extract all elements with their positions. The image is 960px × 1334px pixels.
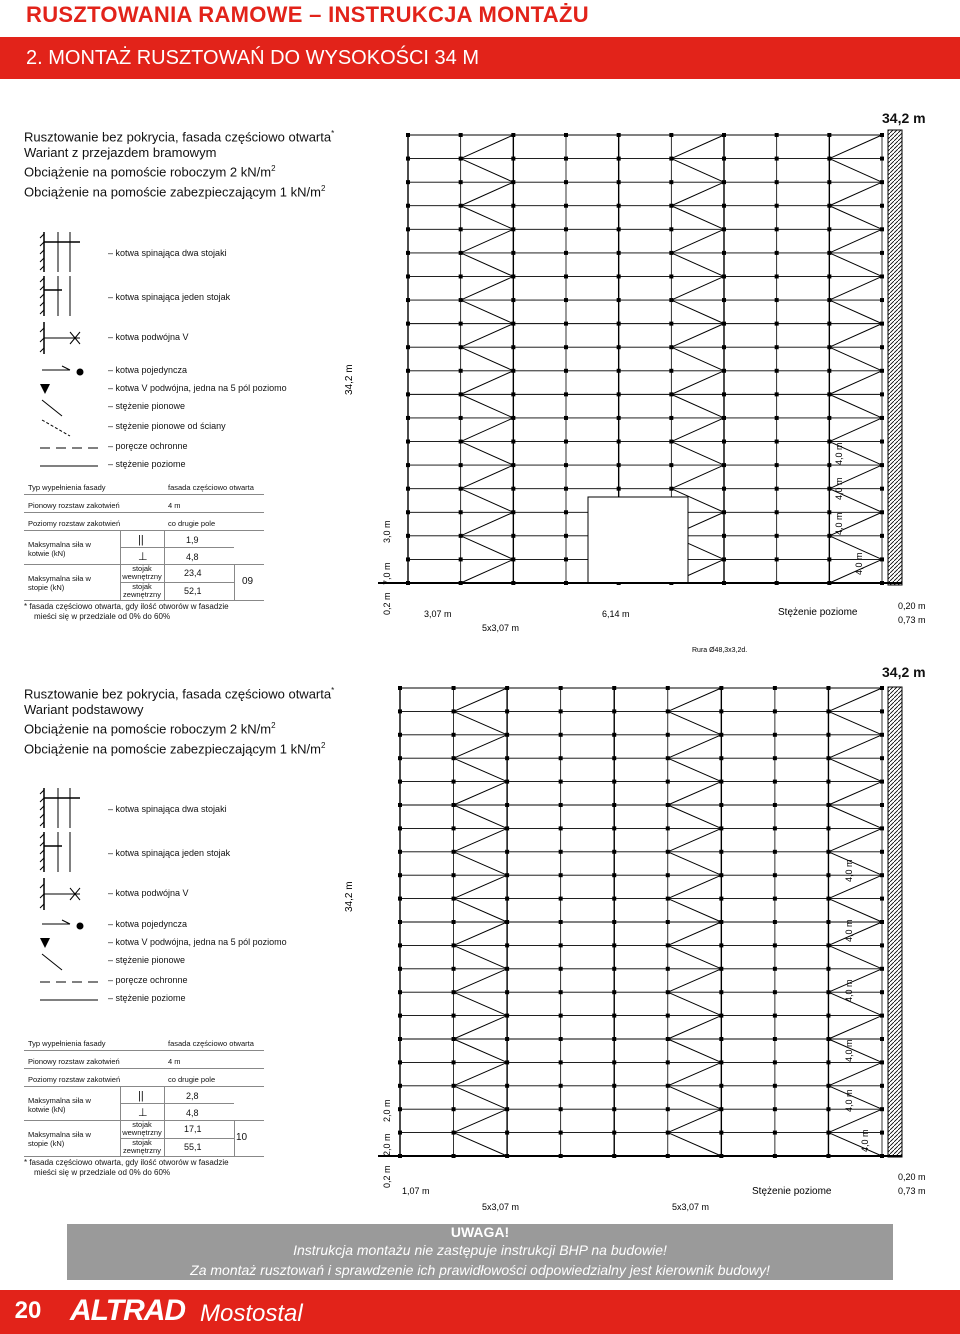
scaffold-drawing-1 — [344, 125, 952, 655]
dim-label: 4,0 m — [860, 1129, 870, 1152]
document-title: RUSZTOWANIA RAMOWE – INSTRUKCJA MONTAŻU — [26, 2, 589, 27]
superscript: 2 — [271, 164, 276, 174]
anchor-force-value: 1,9 — [186, 535, 199, 545]
notice-line: Instrukcja montażu nie zastępuje instrukcji BHP na budowie! — [293, 1242, 667, 1258]
table-label: Maksymalna siła w kotwie (kN) — [28, 1096, 91, 1114]
legend-label: – poręcze ochronne — [108, 975, 188, 985]
table-label: stojak zewnętrzny — [123, 582, 161, 599]
vertical-dim-label: 34,2 m — [344, 881, 355, 912]
dim-label: 5x3,07 m — [482, 623, 520, 633]
table-value: fasada częściowo otwarta — [168, 483, 254, 492]
anchor-force-value: 4,8 — [186, 1108, 199, 1118]
anchor-force-value: 2,8 — [186, 1091, 199, 1101]
perpendicular-symbol: ⊥ — [138, 551, 148, 563]
table-label: Pionowy rozstaw zakotwień — [28, 501, 120, 510]
dim-label: 7,0 m — [382, 562, 392, 585]
footer-bar — [56, 1290, 960, 1334]
anchor-two-posts-icon — [40, 788, 100, 828]
anchor-v-double-icon — [40, 382, 100, 398]
table-value: fasada częściowo otwarta — [168, 1039, 254, 1048]
post-force-value: 23,4 — [184, 568, 202, 578]
dim-label: 4,0 m — [844, 919, 854, 942]
table-label: Maksymalna siła w stopie (kN) — [28, 1130, 91, 1148]
dim-label: 3,07 m — [424, 609, 452, 619]
dim-label: 0,2 m — [382, 1165, 392, 1188]
table-label: stojak zewnętrzny — [123, 1138, 161, 1155]
horizontal-bracing-icon — [40, 992, 100, 1008]
table-label: stojak wewnętrzny — [122, 564, 162, 581]
dim-label: 4,0 m — [844, 1039, 854, 1062]
spec-line: Wariant z przejazdem bramowym — [24, 145, 217, 161]
table-label: Typ wypełnienia fasady — [28, 1039, 106, 1048]
tube-label: Rura Ø48,3x3,2d. — [692, 647, 748, 654]
dim-label: 4,0 m — [834, 512, 844, 535]
spec-line: Obciążenie na pomoście roboczym 2 kN/m — [24, 164, 272, 180]
brand-logo-sub: Mostostal — [200, 1300, 303, 1327]
parallel-symbol: || — [138, 534, 144, 546]
parallel-symbol: || — [138, 1090, 144, 1102]
legend-label: – kotwa pojedyncza — [108, 365, 188, 375]
height-label: 34,2 m — [882, 110, 926, 126]
wall-bracing-icon — [40, 420, 100, 436]
vertical-bracing-icon — [40, 400, 100, 416]
variant1-spec — [24, 126, 334, 200]
superscript: 2 — [320, 183, 326, 193]
anchor-single-icon — [40, 918, 100, 934]
superscript: 2 — [320, 740, 326, 750]
table-value: co drugie pole — [168, 1075, 216, 1084]
guardrail-icon — [40, 974, 100, 990]
dim-label: 0,2 m — [382, 592, 392, 615]
scaffold-grid — [398, 686, 884, 1158]
dim-label: 4,0 m — [834, 442, 844, 465]
spec-line: Obciążenie na pomoście zabezpieczającym 1 kN/m — [24, 740, 321, 756]
vertical-dim-label: 34,2 m — [344, 364, 355, 395]
legend-label: – stężenie poziome — [108, 459, 186, 469]
spec-line: Obciążenie na pomoście zabezpieczającym 1 kN/m — [24, 183, 321, 199]
footnote-line: mieści się w przedziale od 0% do 60% — [34, 1168, 171, 1177]
scaffold-grid — [406, 133, 884, 585]
anchor-v-double-icon — [40, 936, 100, 952]
table-label: Pionowy rozstaw zakotwień — [28, 1057, 120, 1066]
anchor-single-icon — [40, 364, 100, 380]
bracing-label: Stężenie poziome — [752, 1186, 832, 1197]
table-code: 10 — [236, 1132, 248, 1143]
table-label: Poziomy rozstaw zakotwień — [28, 1075, 121, 1084]
legend-label: – stężenie pionowe — [108, 401, 186, 411]
footnote-2 — [24, 1158, 229, 1178]
anchor-double-v-icon — [40, 878, 100, 910]
dim-label: 3,0 m — [382, 520, 392, 543]
wall-hatch — [888, 130, 902, 585]
legend-label: – kotwa spinająca dwa stojaki — [108, 248, 227, 258]
dim-label: 0,20 m — [898, 1172, 926, 1182]
height-label: 34,2 m — [882, 664, 926, 680]
table-label: Maksymalna siła w kotwie (kN) — [28, 540, 91, 558]
footnote-line: * fasada częściowo otwarta, gdy ilość otworów w fasadzie — [24, 1158, 229, 1167]
footnote-line: * fasada częściowo otwarta, gdy ilość otworów w fasadzie — [24, 602, 229, 611]
dim-label: 4,0 m — [844, 1089, 854, 1112]
page-number: 20 — [14, 1297, 42, 1324]
legend-label: – stężenie pionowe od ściany — [108, 421, 226, 431]
superscript: 2 — [271, 721, 276, 731]
table-value: 4 m — [168, 501, 181, 510]
legend-label: – kotwa podwójna V — [108, 888, 189, 898]
dim-label: 2,0 m — [382, 1099, 392, 1122]
spec-line: Rusztowanie bez pokrycia, fasada częściowo otwarta — [24, 129, 332, 145]
spec-line: Wariant podstawowy — [24, 702, 144, 718]
spec-line: Rusztowanie bez pokrycia, fasada częściowo otwarta — [24, 686, 332, 702]
post-force-value: 52,1 — [184, 586, 202, 596]
dim-label: 0,20 m — [898, 601, 926, 611]
perpendicular-symbol: ⊥ — [138, 1107, 148, 1119]
anchor-one-post-icon — [40, 276, 100, 316]
table-label: Poziomy rozstaw zakotwień — [28, 519, 121, 528]
legend-label: – kotwa V podwójna, jedna na 5 pól poziomo — [108, 383, 287, 393]
anchor-two-posts-icon — [40, 232, 100, 272]
table-code: 09 — [242, 576, 254, 587]
legend-label: – poręcze ochronne — [108, 441, 188, 451]
variant2-spec — [24, 683, 334, 757]
dim-label: 6,14 m — [602, 609, 630, 619]
footnote-1 — [24, 602, 229, 622]
legend-label: – kotwa pojedyncza — [108, 919, 188, 929]
dim-label: 4,0 m — [844, 979, 854, 1002]
dim-label: 5x3,07 m — [672, 1202, 710, 1212]
legend-label: – kotwa V podwójna, jedna na 5 pól poziomo — [108, 937, 287, 947]
guardrail-icon — [40, 440, 100, 456]
section-title: 2. MONTAŻ RUSZTOWAŃ DO WYSOKOŚCI 34 M — [26, 47, 479, 69]
legend-label: – kotwa podwójna V — [108, 332, 189, 342]
dim-label: 5x3,07 m — [482, 1202, 520, 1212]
dim-label: 2,0 m — [382, 1133, 392, 1156]
anchor-double-v-icon — [40, 322, 100, 354]
dim-label: 4,0 m — [844, 859, 854, 882]
bracing-label: Stężenie poziome — [778, 607, 858, 618]
dim-label: 1,07 m — [402, 1186, 430, 1196]
table-value: co drugie pole — [168, 519, 216, 528]
table-label: stojak wewnętrzny — [122, 1120, 162, 1137]
dim-label: 0,73 m — [898, 1186, 926, 1196]
brand-logo: ALTRAD — [70, 1294, 186, 1327]
anchor-force-value: 4,8 — [186, 552, 199, 562]
dim-label: 4,0 m — [854, 552, 864, 575]
legend-label: – stężenie pionowe — [108, 955, 186, 965]
post-force-value: 17,1 — [184, 1124, 202, 1134]
footnote-star: * — [331, 686, 335, 695]
legend-label: – kotwa spinająca dwa stojaki — [108, 804, 227, 814]
footnote-star: * — [331, 129, 335, 138]
table-label: Maksymalna siła w stopie (kN) — [28, 574, 91, 592]
dim-label: 4,0 m — [834, 477, 844, 500]
dim-label: 0,73 m — [898, 615, 926, 625]
legend-label: – kotwa spinająca jeden stojak — [108, 292, 231, 302]
table-value: 4 m — [168, 1057, 181, 1066]
footnote-line: mieści się w przedziale od 0% do 60% — [34, 612, 171, 621]
wall-hatch — [888, 687, 902, 1157]
horizontal-bracing-icon — [40, 458, 100, 474]
legend-label: – stężenie poziome — [108, 993, 186, 1003]
notice-title: UWAGA! — [450, 1224, 510, 1240]
post-force-value: 55,1 — [184, 1142, 202, 1152]
vertical-bracing-icon — [40, 954, 100, 970]
table-label: Typ wypełnienia fasady — [28, 483, 106, 492]
notice-line: Za montaż rusztowań i sprawdzenie ich prawidłowości odpowiedzialny jest kierownik budowy! — [190, 1262, 770, 1278]
spec-line: Obciążenie na pomoście roboczym 2 kN/m — [24, 721, 272, 737]
scaffold-drawing-2 — [344, 682, 952, 1214]
anchor-one-post-icon — [40, 832, 100, 872]
legend-label: – kotwa spinająca jeden stojak — [108, 848, 231, 858]
